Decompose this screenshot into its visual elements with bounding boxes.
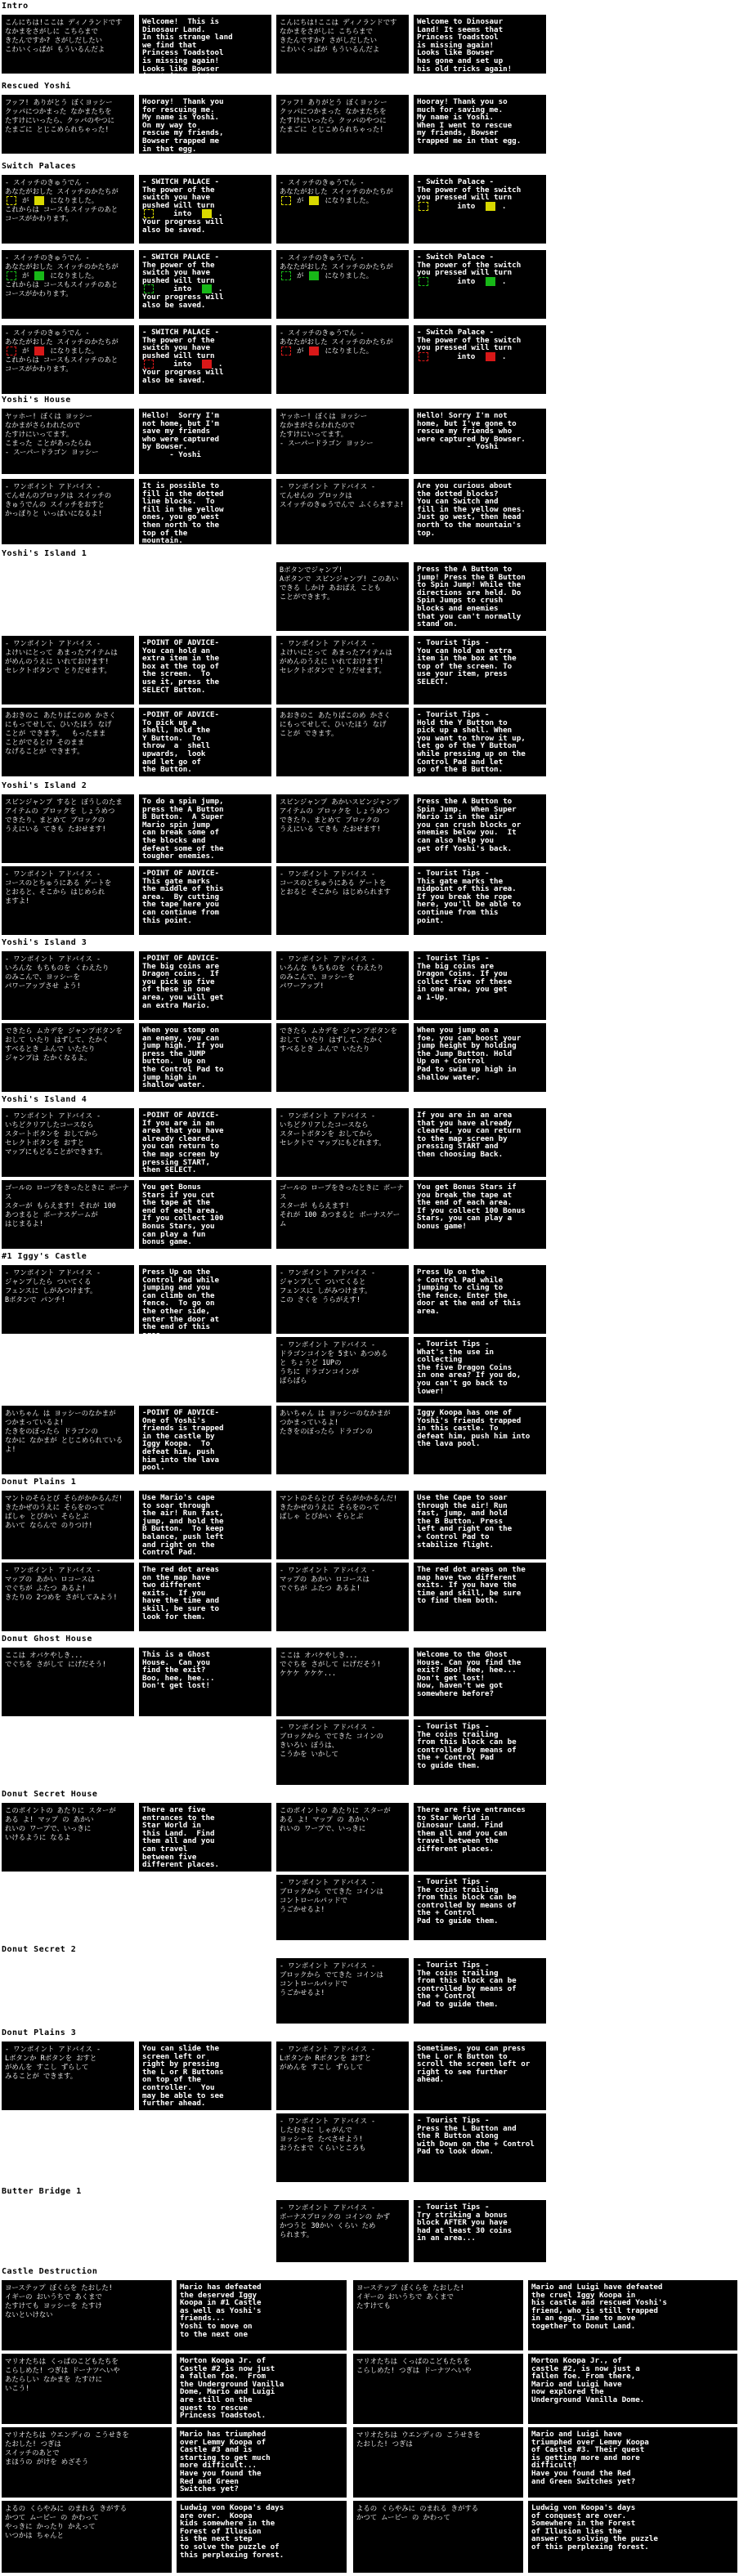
switch-red-box-3: - スイッチのきゅうでん - あなたがおした スイッチのかたちが が になりました。 [276,325,409,394]
dp3-box-5: - ワンポイント アドバイス - したむきに しゃがんで ヨッシーを たべさせよう! おうたまで くらいところも [276,2113,409,2182]
yi1-box-10: - Tourist Tips - Hold the Y Button to pick up a shell. When you want to throw it up, let go of the Y Button while pressing up on the Control Pad and let go of the B Button. [414,708,546,776]
house-box-8: Are you curious about the dotted blocks? You can Switch and fill in the yellow ones. Just go west, then head north to the mountain's top. [414,479,546,544]
yi1-box-4: -POINT OF ADVICE- You can hold an extra item in the box at the top of the screen. To use it, press the SELECT Button. [139,636,271,704]
section-donut-ghost-house: Donut Ghost House [2,1635,92,1644]
dotted-block-icon [7,196,16,205]
ds2-box-2: - Tourist Tips - The coins trailing from this block can be controlled by means of the + Control Pad to guide them. [414,1958,546,2024]
switch-red-box-4: - Switch Palace - The power of the switch you pressed will turn into . [414,325,546,394]
dotted-block-icon [7,347,16,356]
yi2-box-5: - ワンポイント アドバイス - コースのとちゅうにある ゲートを とおると、そこから はじめられ ますよ! [2,866,134,935]
switch-block-icon [34,196,44,205]
yi3-box-4: - Tourist Tips - The big coins are Dragon Coins. If you collect five of these in one area, you get a 1-Up. [414,951,546,1020]
cd-box-1: ヨーステップ ぼくらを たおした! イギーの おいうちで あくまで たすけても ヨッシーを たすけ ないといけない [2,2280,172,2350]
iggy-box-2: Press Up on the Control Pad while jumping and you can climb on the fence. To go on the other side, enter the door at the end of this area. [139,1265,271,1334]
dotted-block-icon [7,271,16,280]
yi1-box-2: Press the A Button to jump! Press the B Button to Spin Jump! While the directions are held. Do Spin Jumps to crush blocks and enemies that you can't normally stand on. [414,562,546,631]
switch-block-icon [202,209,212,218]
iggy-box-7: あいちゃん は ヨッシーのなかまが つかまっているよ! たきをのぼったら ドラゴンの なかに なかまが とじこめられているよ! [2,1406,134,1474]
iggy-box-3: - ワンポイント アドバイス - ジャンプして ついてくると フェンスに しがみつけます。 この さくを うらがえす! [276,1265,409,1334]
cd-box-3: ヨーステップ ぼくらを たおした! イギーの おいうちで あくまで たすけても [353,2280,523,2350]
yi4-box-8: You get Bonus Stars if you break the tape at the end of each area. If you collect 100 Bonus Stars, you can play a bonus game! [414,1180,546,1249]
cd-box-11: マリオたちは ウエンディの こうせきを たおした! つぎは [353,2427,523,2498]
switch-green-box-1: - スイッチのきゅうでん - あなたがおした スイッチのかたちが が になりました。 これからは コースもスイッチのあと コースがかわります。 [2,250,134,319]
intro-box-2: Welcome! This is Dinosaur Land. In this strange land we find that Princess Toadstool is missing again! Looks like Bowser is at it again! [139,15,271,74]
yi3-box-7: できたら ムカデを ジャンプボタンを おして いたり はずして、たかく すべるとき ふんで いたたり [276,1023,409,1092]
dp3-box-6: - Tourist Tips - Press the L Button and the R Button along with Down on the + Control Pad to look down. [414,2113,546,2182]
dp1-box-4: Use the Cape to soar through the air! Run fast, jump, and hold the B Button. Press left and right on the + Control Pad to stabilize flight. [414,1491,546,1559]
switch-block-icon [34,347,44,356]
section-switch-palaces: Switch Palaces [2,162,77,171]
yi2-box-3: スピンジャンプ あかいスピンジャンプ アイテムの ブロックを しょうめつ できたり、まとめて ブロックの うえにいる てきも たおせます! [276,794,409,863]
house-box-1: ヤッホー! ぼくは ヨッシー なかまがさらわれたので たすけにいってます。 こまった ことがあったらね - スーパードラゴン ヨッシー [2,409,134,474]
dgh-box-1: ここは オバケやしき... でぐちを さがして にげだそう! [2,1648,134,1716]
yi3-box-8: When you jump on a foe, you can boost your jump height by holding the Jump Button. Hold Up on + Control Pad to swim up high in shallow water. [414,1023,546,1092]
section-intro: Intro [2,2,29,11]
yoshi-box-2: Hooray! Thank you for rescuing me. My name is Yoshi. On my way to rescue my friends, Bowser trapped me in that egg. [139,95,271,154]
section-rescued-yoshi: Rescued Yoshi [2,82,71,91]
switch-yellow-box-1: - スイッチのきゅうでん - あなたがおした スイッチのかたちが が になりました。 これからは コースもスイッチのあと コースがかわります。 [2,175,134,244]
switch-yellow-box-3: - スイッチのきゅうでん - あなたがおした スイッチのかたちが が になりました。 [276,175,409,244]
section-yoshis-island-3: Yoshi's Island 3 [2,938,87,947]
switch-block-icon [202,360,212,369]
dotted-block-icon [281,196,291,205]
yi3-box-3: - ワンポイント アドバイス - いろんな もちものを くわえたり のみこんで、ヨッシーを パワーアップ! [276,951,409,1020]
dp1-box-1: マントのそらとび そらがかかるんだ! きたかぜのうえに そらをのって ばしゃ とびかい そらとぶ あいて ならんで のりつけ! [2,1491,134,1559]
switch-block-icon [202,284,212,293]
dp1-box-7: - ワンポイント アドバイス - マップの あかい ロコースは でぐちが ふたつ あるよ! [276,1563,409,1631]
yi4-box-2: -POINT OF ADVICE- If you are in an area that you have already cleared, you can return to the map screen by pressing START, then SELECT. [139,1108,271,1177]
iggy-box-10: Iggy Koopa has one of Yoshi's friends trapped in this castle. To defeat him, push him into the lava pool. [414,1406,546,1474]
yi2-box-4: Press the A Button to Spin Jump. When Super Mario is in the air you can crush blocks or enemies below you. It can also help you get off Yoshi's back. [414,794,546,863]
dp3-box-1: - ワンポイント アドバイス - Lボタンか Rボタンを おすと がめんを すこし ずらして みることが できます。 [2,2042,134,2110]
iggy-box-9: あいちゃん は ヨッシーのなかまが つかまっているよ! たきをのぼったら ドラゴンの [276,1406,409,1474]
yi4-box-6: You get Bonus Stars if you cut the tape at the end of each area. If you collect 100 Bonus Stars, you can play a fun bonus game. [139,1180,271,1249]
house-box-2: Hello! Sorry I'm not home, but I'm save my friends who were captured by Bowser. - Yoshi [139,409,271,474]
iggy-box-4: Press Up on the + Control Pad while jumping to cling to the fence. Enter the door at the end of this area. [414,1265,546,1334]
section-yoshis-island-1: Yoshi's Island 1 [2,549,87,558]
yi4-box-5: ゴールの ロープをきったときに ボーナス スターが もらえます! それが 100 あつまると ボーナスゲームが はじまるよ! [2,1180,134,1249]
dgh-box-3: ここは オバケやしき... でぐちを さがして にげだそう! ケケケ ケケケ... [276,1648,409,1716]
dp1-box-6: The red dot areas on the map have two different exits. If you have the time and skill, be sure to look for them. [139,1563,271,1631]
yoshi-box-3: フッフ! ありがとう ぼくヨッシー クッパにつかまった なかまたちを たすけにいったら クッパのやつに たまごに とじこめられちゃった! [276,95,409,154]
yi3-box-2: -POINT OF ADVICE- The big coins are Dragon coins. If you pick up five of these in one area, you will get an extra Mario. [139,951,271,1020]
iggy-box-6: - Tourist Tips - What's the use in collecting the five Dragon Coins in one area? If you do, you can't go back to lower! [414,1337,546,1402]
switch-block-icon [486,277,495,286]
section-yoshis-island-2: Yoshi's Island 2 [2,781,87,790]
yi4-box-7: ゴールの ロープをきったときに ボーナス スターが もらえます! それが 100 あつまると ボーナスゲーム [276,1180,409,1249]
dsh-box-5: - ワンポイント アドバイス - ブロックから でてきた コインは コントロールパッドで うごかせるよ! [276,1875,409,1940]
section-iggys-castle: #1 Iggy's Castle [2,1252,87,1261]
dp3-box-4: Sometimes, you can press the L or R Button to scroll the screen left or right to see further ahead. [414,2042,546,2110]
yi1-box-1: Bボタンでジャンプ! Aボタンで スピンジャンプ! このあい できる しかけ あおばえ ことも ことができます。 [276,562,409,631]
ds2-box-1: - ワンポイント アドバイス - ブロックから でてきた コインは コントロールパッドで うごかせるよ! [276,1958,409,2024]
yi1-box-9: あおきのこ あたりばこのめ かさく にもってせして、ひいたほう なげ ことが できます。 [276,708,409,776]
dp1-box-2: Use Mario's cape to soar through the air! Run fast, jump, and hold the B Button. To keep balance, push left and right on the Control Pad. [139,1491,271,1559]
cd-box-8: Morton Koopa Jr., of castle #2, is now just a fallen foe. From there, Mario and Luigi have now explored the Underground Vanilla Dome. [528,2354,737,2424]
switch-red-box-1: - スイッチのきゅうでん - あなたがおした スイッチのかたちが が になりました。 これからは コースもスイッチのあと コースがかわります。 [2,325,134,394]
yi3-box-5: できたら ムカデを ジャンプボタンを おして いたり はずして、たかく すべるとき ふんで いたたり ジャンプは たかくなるよ。 [2,1023,134,1092]
dotted-block-icon [144,284,154,293]
switch-block-icon [309,271,319,280]
cd-box-10: Mario has triumphed over Lemmy Koopa of Castle #3 and is starting to get much more difficult... Have you found the Red and Green Switches yet? [177,2427,347,2498]
bb1-box-2: - Tourist Tips - Try striking a bonus block AFTER you have had at least 30 coins in an area... [414,2200,546,2262]
dsh-box-4: There are five entrances to Star World in Dinosaur Land. Find them all and you can travel between the different places. [414,1803,546,1872]
dgh-box-5: - ワンポイント アドバイス - ブロックから でてきた コインの きいろい ぼうは、 こうかを いかして [276,1720,409,1785]
yi1-box-8: -POINT OF ADVICE- To pick up a shell, hold the Y Button. To throw a shell upwards, look and let go of the Button. [139,708,271,776]
intro-box-4: Welcome to Dinosaur Land! It seems that Princess Toadstool is missing again! Looks like Bowser has gone and set up his old tricks again! [414,15,546,74]
section-donut-secret-house: Donut Secret House [2,1790,98,1799]
yi2-box-1: スピンジャンプ すると ぼうしのたま アイテムの ブロックを しょうめつ できたり、まとめて ブロックの うえにいる てきも たおせます! [2,794,134,863]
yi1-box-5: - ワンポイント アドバイス - よけいにとって あまったアイテムは がめんのうえに いれておけます! セレクトボタンで とりだせます。 [276,636,409,704]
dp1-box-5: - ワンポイント アドバイス - マップの あかい ロコースは でぐちが ふたつ あるよ! きたりの 2つめを さがしてみよう! [2,1563,134,1631]
cd-box-6: Morton Koopa Jr. of Castle #2 is now just a fallen foe. From the Underground Vanilla Dome, Mario and Luigi are still on the quest to rescue Princess Toadstool. [177,2354,347,2424]
dotted-block-icon [144,360,154,369]
cd-box-12: Mario and Luigi have triumphed over Lemmy Koopa of Castle #3. Their quest is getting more and more difficult! Have you found the Red and Green Switches yet? [528,2427,737,2498]
dotted-block-icon [281,271,291,280]
section-donut-plains-1: Donut Plains 1 [2,1478,77,1487]
iggy-box-1: - ワンポイント アドバイス - ジャンプしたら ついてくる フェンスに しがみつけます。 Bボタンで パンチ! [2,1265,134,1334]
yoshi-box-1: フッフ! ありがとう ぼくヨッシー クッパにつかまった なかまたちを たすけにいったら、クッパのやつに たまごに とじこめられちゃった! [2,95,134,154]
yi2-box-6: -POINT OF ADVICE- This gate marks the middle of this area. By cutting the tape here you can continue from this point. [139,866,271,935]
dsh-box-3: このポイントの あたりに スターが ある よ! マップ の あかい れいの ワープで、いっきに [276,1803,409,1872]
switch-block-icon [486,202,495,211]
switch-green-box-3: - スイッチのきゅうでん - あなたがおした スイッチのかたちが が になりました。 [276,250,409,319]
yi4-box-4: If you are in an area that you have already cleared, you can return to the map screen by pressing START and then choosing Back. [414,1108,546,1177]
dsh-box-1: このポイントの あたりに スターが ある よ! マップ の あかい れいの ワープで、いっきに いけるように なるよ [2,1803,134,1872]
house-box-5: - ワンポイント アドバイス - てんせんのブロックは スイッチの きゅうでんの スイッチをおすと かっぽりと いっぱいになるよ! [2,479,134,544]
cd-box-16: Ludwig von Koopa's days of conquest are over. Somewhere in the Forest of Illusion lies the answer to solving the puzzle of this perplexing forest. [528,2501,737,2573]
cd-box-14: Ludwig von Koopa's days are over. Koopa kids somewhere in the Forest of Illusion is the next step to solve the puzzle of this perplexing forest. [177,2501,347,2573]
yi4-box-1: - ワンポイント アドバイス - いちどクリアしたコースなら スタートボタンを おしてから セレクトボタンを おすと マップにもどることができます。 [2,1108,134,1177]
yi4-box-3: - ワンポイント アドバイス - いちどクリアしたコースなら スタートボタンを おしてから セレクトで マップにもどれます。 [276,1108,409,1177]
cd-box-15: よるの くらやみに のまれる きがする かつて ムービー の かわって [353,2501,523,2573]
yi3-box-6: When you stomp on an enemy, you can jump high. If you press the JUMP button. Up on the Control Pad to jump high in shallow water. [139,1023,271,1092]
section-yoshis-island-4: Yoshi's Island 4 [2,1095,87,1104]
switch-block-icon [486,352,495,361]
dotted-block-icon [144,209,154,218]
iggy-box-5: - ワンポイント アドバイス - ドラゴンコインを 5まい あつめる と ちょうど 1UPの うちに ドラゴンコインが ばらばら [276,1337,409,1402]
switch-block-icon [309,196,319,205]
dgh-box-4: Welcome to the Ghost House. Can you find the exit? Boo! Hee, hee... Don't get lost! Now, haven't we got somewhere before? [414,1648,546,1716]
intro-box-1: こんにちは!ここは ディノランドです なかまをさがしに こちらまで きたんですか? さがしだしたい こわいくっぱが もういるんだよ [2,15,134,74]
cd-box-4: Mario and Luigi have defeated the cruel Iggy Koopa in his castle and rescued Yoshi's friend, who is still trapped in an egg. Time to move together to Donut Land. [528,2280,737,2350]
house-box-6: It is possible to fill in the dotted line blocks. To fill in the yellow ones, you go west then north to the top of the mountain. [139,479,271,544]
yi2-box-8: - Tourist Tips - This gate marks the midpoint of this area. If you break the rope here, you'll be able to continue from this point. [414,866,546,935]
switch-red-box-2: - SWITCH PALACE - The power of the switch you have pushed will turn into . Your progress will also be saved. [139,325,271,394]
dgh-box-2: This is a Ghost House. Can you find the exit? Boo, hee, hee... Don't get lost! [139,1648,271,1716]
dp1-box-3: マントのそらとび そらがかかるんだ! きたかぜのうえに そらをのって ばしゃ とびかい そらとぶ [276,1491,409,1559]
house-box-3: ヤッホー! ぼくは ヨッシー なかまがさらわれたので たすけにいってます。 - スーパードラゴン ヨッシー [276,409,409,474]
cd-box-5: マリオたちは くっぱのこどもたちを こらしめた! つぎは ドーナツへいや あたらしい なかまを たすけに いこう! [2,2354,172,2424]
yi2-box-7: - ワンポイント アドバイス - コースのとちゅうにある ゲートを とおると そこから はじめられます [276,866,409,935]
intro-box-3: こんにちは!ここは ディノランドです なかまをさがしに こちらまで きたんですか? さがしだしたい こわいくっぱが もういるんだよ [276,15,409,74]
cd-box-9: マリオたちは ウエンディの こうせきを たおした! つぎは スイッチのあとで まほうの がけを めざそう [2,2427,172,2498]
dgh-box-6: - Tourist Tips - The coins trailing from this block can be controlled by means of the + Control Pad to guide them. [414,1720,546,1785]
cd-box-7: マリオたちは くっぱのこどもたちを こらしめた! つぎは ドーナツへいや [353,2354,523,2424]
dp3-box-3: - ワンポイント アドバイス - Lボタンか Rボタンを おすと がめんを すこし ずらして [276,2042,409,2110]
dotted-block-icon [419,352,428,361]
yi2-box-2: To do a spin jump, press the A Button B Button. A Super Mario spin jump can break some of the blocks and defeat some of the tougher enemies. [139,794,271,863]
bb1-box-1: - ワンポイント アドバイス - ボーナスブロックの コインの かず かつうと 30かい くらい ため られます。 [276,2200,409,2262]
house-box-4: Hello! Sorry I'm not home, but I've gone to rescue my friends who were captured by Bowser. - Yoshi [414,409,546,474]
section-donut-secret-2: Donut Secret 2 [2,1945,77,1954]
dp3-box-2: You can slide the screen left or right by pressing the L or R Buttons on top of the controller. You may be able to see further ahead. [139,2042,271,2110]
yi1-box-3: - ワンポイント アドバイス - よけいにとって あまったアイテムは がめんのうえに いれておけます! セレクトボタンで とりだせます。 [2,636,134,704]
house-box-7: - ワンポイント アドバイス - てんせんの ブロックは スイッチのきゅうでんで ふくらますよ! [276,479,409,544]
yi1-box-6: - Tourist Tips - You can hold an extra item in the box at the top of the screen. To use your item, press SELECT. [414,636,546,704]
section-yoshis-house: Yoshi's House [2,396,71,405]
section-butter-bridge-1: Butter Bridge 1 [2,2187,82,2196]
yoshi-box-4: Hooray! Thank you so much for saving me. My name is Yoshi. When I went to rescue my friends, Bowser trapped me in that egg. [414,95,546,154]
cd-box-13: よるの くらやみに のまれる きがする かつて ムービー の かわって やっきに かったり かえって いつかは ちゃんと [2,2501,172,2573]
switch-green-box-2: - SWITCH PALACE - The power of the switch you have pushed will turn into . Your progress will also be saved. [139,250,271,319]
dotted-block-icon [419,202,428,211]
cd-box-2: Mario has defeated the deserved Iggy Koopa in #1 Castle as well as Yoshi's friends... Yoshi to move on to the next one [177,2280,347,2350]
dsh-box-6: - Tourist Tips - The coins trailing from this block can be controlled by means of the + Control Pad to guide them. [414,1875,546,1940]
switch-block-icon [34,271,44,280]
switch-green-box-4: - Switch Palace - The power of the switch you pressed will turn into . [414,250,546,319]
dotted-block-icon [419,277,428,286]
dsh-box-2: There are five entrances to the Star World in this Land. Find them all and you can travel between five different places. [139,1803,271,1872]
iggy-box-8: -POINT OF ADVICE- One of Yoshi's friends is trapped in the castle by Iggy Koopa. To defeat him, push him into the lava pool. [139,1406,271,1474]
yi1-box-7: あおきのこ あたりばこのめ かさく にもってせして、ひいたほう なげ ことが できます。 もったまま ことがでるとけ そのまま なげることが できます。 [2,708,134,776]
switch-block-icon [309,347,319,356]
dotted-block-icon [281,347,291,356]
dp1-box-8: The red dot areas on the map have two different exits. If you have the time and skill, be sure to find them both. [414,1563,546,1631]
section-castle-destruction: Castle Destruction [2,2267,98,2276]
yi3-box-1: - ワンポイント アドバイス - いろんな もちものを くわえたり のみこんで、ヨッシーを パワーアップさせ よう! [2,951,134,1020]
switch-yellow-box-2: - SWITCH PALACE - The power of the switch you have pushed will turn into . Your progress will also be saved. [139,175,271,244]
switch-yellow-box-4: - Switch Palace - The power of the switch you pressed will turn into . [414,175,546,244]
section-donut-plains-3: Donut Plains 3 [2,2028,77,2037]
